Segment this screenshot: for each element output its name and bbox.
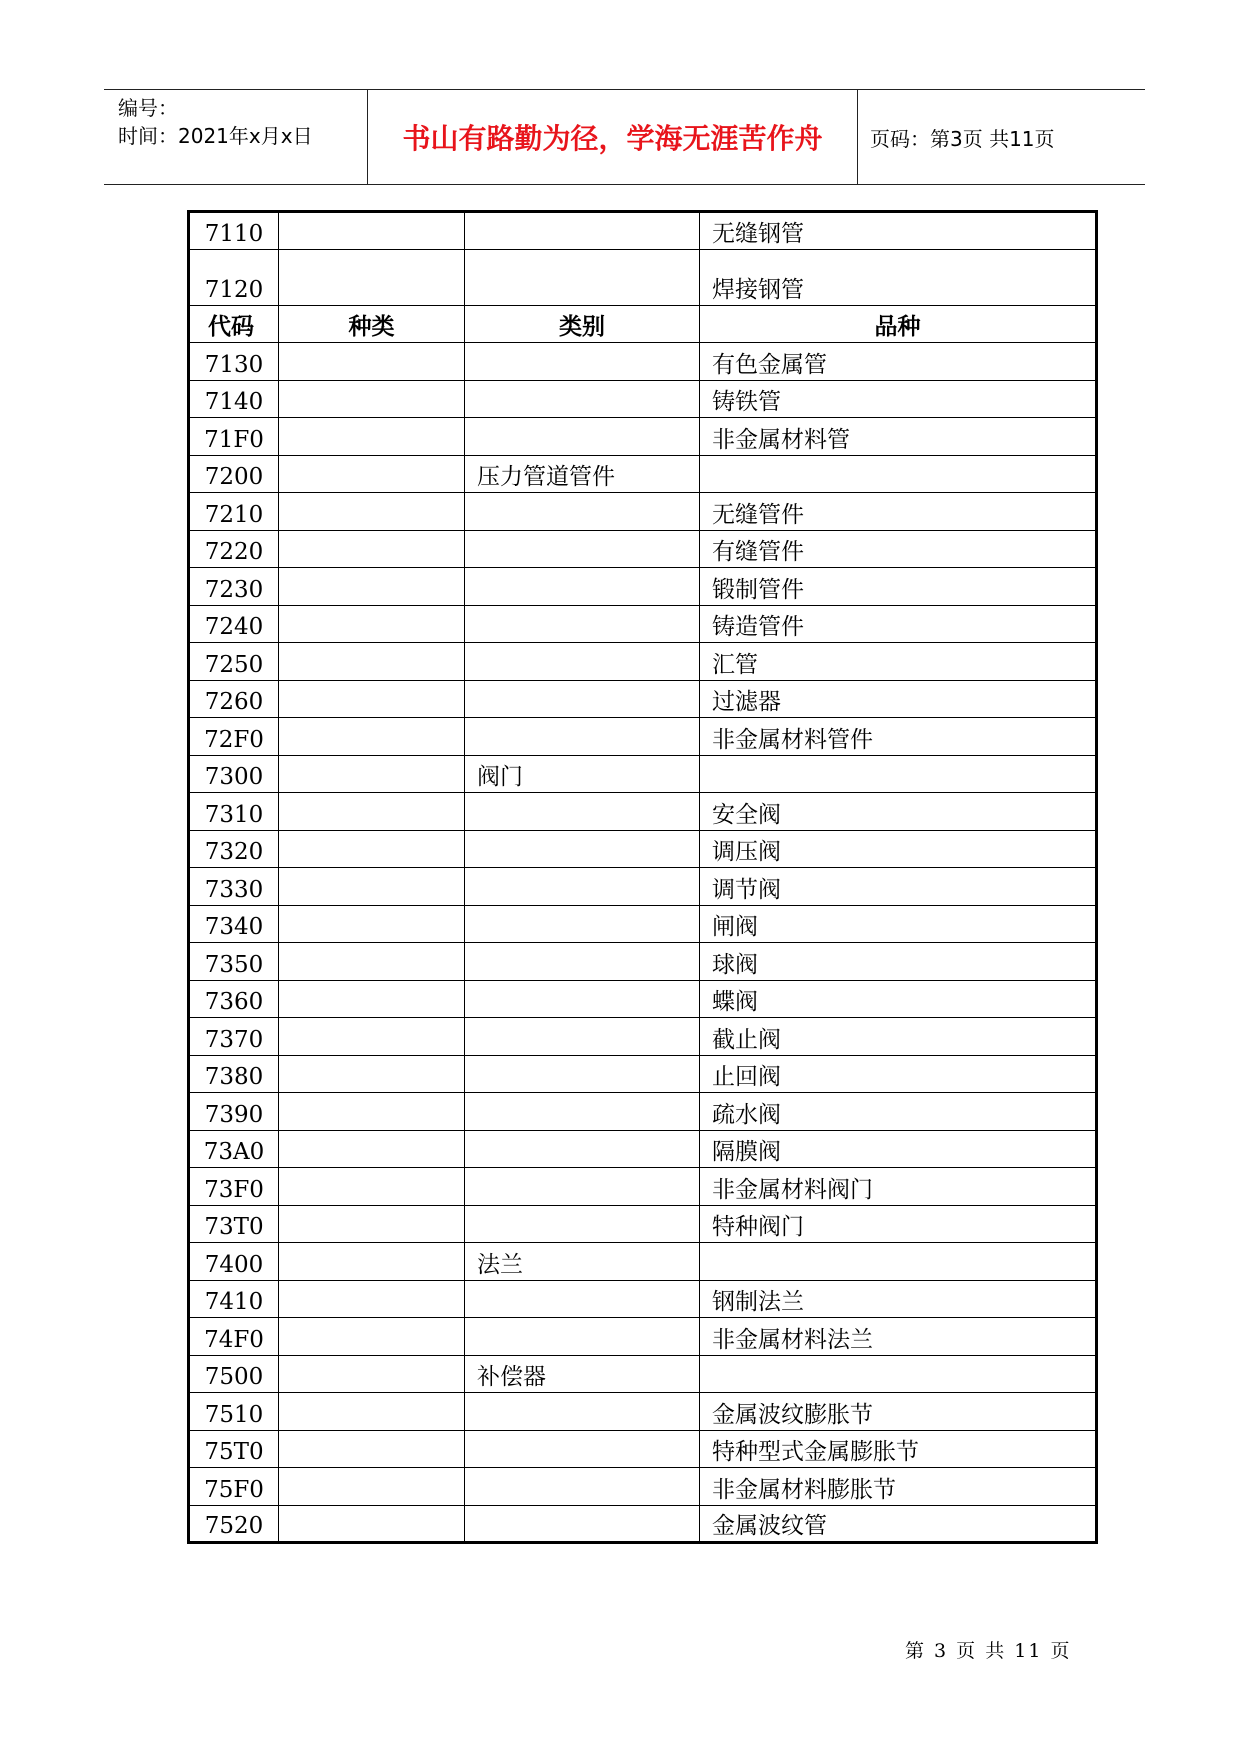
code-cell: 72F0: [189, 718, 279, 756]
table-row: [189, 1168, 1097, 1206]
category-cell: [465, 418, 700, 456]
category-cell: [465, 718, 700, 756]
table-row: [189, 380, 1097, 418]
kind-cell: [279, 530, 465, 568]
table-row: [189, 455, 1097, 493]
variety-cell: [700, 455, 1097, 493]
table-row: [189, 1018, 1097, 1056]
kind-cell: [279, 905, 465, 943]
category-cell: [465, 793, 700, 831]
code-cell: 7510: [189, 1393, 279, 1431]
code-cell: 75T0: [189, 1430, 279, 1468]
table-row: [189, 1355, 1097, 1393]
code-cell: 7240: [189, 605, 279, 643]
code-cell: 73F0: [189, 1168, 279, 1206]
category-cell: [465, 605, 700, 643]
material-code-table: [187, 210, 1098, 1544]
variety-cell: 调压阀: [700, 830, 1097, 868]
variety-cell: 有色金属管: [700, 343, 1097, 381]
variety-cell: 金属波纹膨胀节: [700, 1393, 1097, 1431]
kind-cell: [279, 1505, 465, 1543]
category-cell: [465, 1055, 700, 1093]
code-cell: 7300: [189, 755, 279, 793]
variety-cell: 闸阀: [700, 905, 1097, 943]
kind-cell: [279, 1318, 465, 1356]
category-cell: [465, 1430, 700, 1468]
code-cell: 7220: [189, 530, 279, 568]
table-row: [189, 493, 1097, 531]
category-cell: [465, 530, 700, 568]
variety-cell: 焊接钢管: [700, 249, 1097, 305]
variety-cell: 蝶阀: [700, 980, 1097, 1018]
category-cell: [465, 1130, 700, 1168]
header-page-info: 页码：第3页 共11页: [870, 126, 1055, 151]
table-row: [189, 1280, 1097, 1318]
table-row: [189, 868, 1097, 906]
kind-cell: [279, 1130, 465, 1168]
category-cell: [465, 493, 700, 531]
code-cell: 7520: [189, 1505, 279, 1543]
category-cell: [465, 868, 700, 906]
table-row: [189, 905, 1097, 943]
table-row: [189, 343, 1097, 381]
column-header-category: 类别: [465, 305, 700, 343]
column-header-kind: 种类: [279, 305, 465, 343]
table-row: [189, 793, 1097, 831]
kind-cell: [279, 380, 465, 418]
table-row: [189, 530, 1097, 568]
table-row: [189, 418, 1097, 456]
table-row: [189, 980, 1097, 1018]
kind-cell: [279, 1093, 465, 1131]
code-cell: 7320: [189, 830, 279, 868]
kind-cell: [279, 1168, 465, 1206]
variety-cell: 安全阀: [700, 793, 1097, 831]
category-cell: [465, 343, 700, 381]
table-row: [189, 1130, 1097, 1168]
variety-cell: 疏水阀: [700, 1093, 1097, 1131]
variety-cell: 非金属材料管: [700, 418, 1097, 456]
time-label: 时间：2021年x月x日: [118, 124, 313, 148]
kind-cell: [279, 418, 465, 456]
variety-cell: 汇管: [700, 643, 1097, 681]
code-cell: 7370: [189, 1018, 279, 1056]
category-cell: [465, 643, 700, 681]
kind-cell: [279, 1468, 465, 1506]
variety-cell: 无缝钢管: [700, 212, 1097, 250]
category-cell: [465, 1168, 700, 1206]
kind-cell: [279, 1393, 465, 1431]
table-row: [189, 680, 1097, 718]
code-cell: 73A0: [189, 1130, 279, 1168]
variety-cell: 钢制法兰: [700, 1280, 1097, 1318]
variety-cell: 非金属材料膨胀节: [700, 1468, 1097, 1506]
table-row: [189, 943, 1097, 981]
kind-cell: [279, 793, 465, 831]
variety-cell: 隔膜阀: [700, 1130, 1097, 1168]
variety-cell: [700, 1243, 1097, 1281]
table-row: [189, 249, 1097, 305]
kind-cell: [279, 1355, 465, 1393]
page-footer: 第 3 页 共 11 页: [905, 1640, 1072, 1662]
table-row: [189, 1430, 1097, 1468]
category-cell: [465, 1280, 700, 1318]
kind-cell: [279, 830, 465, 868]
table-row: [189, 1093, 1097, 1131]
table-row: [189, 212, 1097, 250]
variety-cell: 铸铁管: [700, 380, 1097, 418]
code-cell: 7380: [189, 1055, 279, 1093]
category-cell: [465, 1468, 700, 1506]
category-cell: 阀门: [465, 755, 700, 793]
kind-cell: [279, 1205, 465, 1243]
code-cell: 7330: [189, 868, 279, 906]
code-cell: 7120: [189, 249, 279, 305]
variety-cell: 特种型式金属膨胀节: [700, 1430, 1097, 1468]
table-header-row: [189, 305, 1097, 343]
table-row: [189, 1205, 1097, 1243]
page-header: [104, 89, 1145, 185]
table-row: [189, 643, 1097, 681]
code-cell: 7400: [189, 1243, 279, 1281]
column-header-variety: 品种: [700, 305, 1097, 343]
category-cell: [465, 943, 700, 981]
kind-cell: [279, 1243, 465, 1281]
code-cell: 7230: [189, 568, 279, 606]
table-row: [189, 605, 1097, 643]
variety-cell: [700, 1355, 1097, 1393]
table-row: [189, 1468, 1097, 1506]
code-cell: 75F0: [189, 1468, 279, 1506]
category-cell: [465, 1505, 700, 1543]
variety-cell: 非金属材料阀门: [700, 1168, 1097, 1206]
category-cell: [465, 980, 700, 1018]
kind-cell: [279, 943, 465, 981]
code-cell: 7200: [189, 455, 279, 493]
category-cell: [465, 380, 700, 418]
kind-cell: [279, 249, 465, 305]
code-cell: 7410: [189, 1280, 279, 1318]
variety-cell: 特种阀门: [700, 1205, 1097, 1243]
variety-cell: 调节阀: [700, 868, 1097, 906]
code-cell: 73T0: [189, 1205, 279, 1243]
table-row: [189, 1505, 1097, 1543]
variety-cell: 铸造管件: [700, 605, 1097, 643]
table-row: [189, 568, 1097, 606]
code-cell: 74F0: [189, 1318, 279, 1356]
code-cell: 7350: [189, 943, 279, 981]
code-cell: 7130: [189, 343, 279, 381]
kind-cell: [279, 643, 465, 681]
code-cell: 7310: [189, 793, 279, 831]
variety-cell: 非金属材料法兰: [700, 1318, 1097, 1356]
number-label: 编号：: [118, 96, 178, 120]
code-cell: 7340: [189, 905, 279, 943]
kind-cell: [279, 605, 465, 643]
category-cell: 补偿器: [465, 1355, 700, 1393]
column-header-code: 代码: [189, 305, 279, 343]
category-cell: 法兰: [465, 1243, 700, 1281]
category-cell: [465, 1318, 700, 1356]
kind-cell: [279, 455, 465, 493]
kind-cell: [279, 1055, 465, 1093]
kind-cell: [279, 212, 465, 250]
category-cell: [465, 1018, 700, 1056]
table-row: [189, 1393, 1097, 1431]
table-row: [189, 830, 1097, 868]
variety-cell: 无缝管件: [700, 493, 1097, 531]
code-cell: 71F0: [189, 418, 279, 456]
category-cell: [465, 1393, 700, 1431]
kind-cell: [279, 868, 465, 906]
variety-cell: 有缝管件: [700, 530, 1097, 568]
kind-cell: [279, 718, 465, 756]
kind-cell: [279, 1018, 465, 1056]
code-cell: 7210: [189, 493, 279, 531]
code-cell: 7140: [189, 380, 279, 418]
category-cell: [465, 568, 700, 606]
category-cell: [465, 905, 700, 943]
code-cell: 7250: [189, 643, 279, 681]
kind-cell: [279, 1430, 465, 1468]
variety-cell: 金属波纹管: [700, 1505, 1097, 1543]
variety-cell: 非金属材料管件: [700, 718, 1097, 756]
table-row: [189, 1318, 1097, 1356]
category-cell: [465, 1205, 700, 1243]
variety-cell: 止回阀: [700, 1055, 1097, 1093]
kind-cell: [279, 1280, 465, 1318]
variety-cell: 截止阀: [700, 1018, 1097, 1056]
category-cell: [465, 212, 700, 250]
category-cell: [465, 680, 700, 718]
code-cell: 7260: [189, 680, 279, 718]
code-cell: 7500: [189, 1355, 279, 1393]
table-row: [189, 1055, 1097, 1093]
kind-cell: [279, 680, 465, 718]
code-cell: 7360: [189, 980, 279, 1018]
kind-cell: [279, 343, 465, 381]
header-meta: [104, 90, 368, 184]
kind-cell: [279, 980, 465, 1018]
kind-cell: [279, 493, 465, 531]
kind-cell: [279, 568, 465, 606]
kind-cell: [279, 755, 465, 793]
category-cell: [465, 830, 700, 868]
code-cell: 7390: [189, 1093, 279, 1131]
header-motto: 书山有路勤为径，学海无涯苦作舟: [368, 90, 858, 184]
category-cell: [465, 249, 700, 305]
variety-cell: 球阀: [700, 943, 1097, 981]
variety-cell: 锻制管件: [700, 568, 1097, 606]
variety-cell: [700, 755, 1097, 793]
category-cell: 压力管道管件: [465, 455, 700, 493]
category-cell: [465, 1093, 700, 1131]
table-row: [189, 755, 1097, 793]
code-cell: 7110: [189, 212, 279, 250]
table-row: [189, 718, 1097, 756]
variety-cell: 过滤器: [700, 680, 1097, 718]
table-row: [189, 1243, 1097, 1281]
